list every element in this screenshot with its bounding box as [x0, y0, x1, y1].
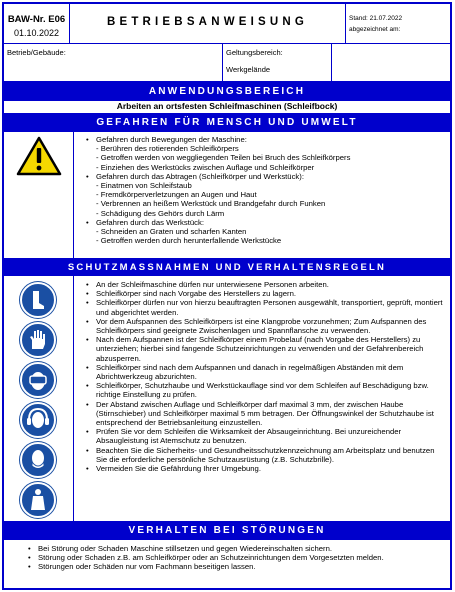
doc-date: 01.10.2022: [13, 28, 60, 38]
betrieb-label: Betrieb/Gebäude:: [7, 48, 66, 57]
gefahren-section: [4, 132, 450, 259]
anwendung-subject: Arbeiten an ortsfesten Schleifmaschinen (Schleifbock): [4, 101, 450, 114]
list-item: • Gefahren durch Bewegungen der Maschine: - Berühren des rotierenden Schleifkörpers - Getroffen werden von weggliegenden Teilen bei Bruch des Schleifkörpers - Einziehen des Werkstücks zwischen Auflage und Schleifkörper: [84, 135, 446, 172]
page-title: BETRIEBSANWEISUNG: [106, 16, 309, 28]
list-item: • Störung oder Schaden z.B. am Schleifkörper oder an Schutzeinrichtungen dem Vorgesetzten melden.: [26, 553, 446, 562]
list-item: • Störungen oder Schäden nur vom Fachmann beseitigen lassen.: [26, 562, 446, 571]
signed-label: abgezeichnet am:: [349, 26, 401, 33]
safety-gloves-icon: [20, 322, 56, 358]
schutz-icon-column: [4, 276, 74, 521]
schutz-list: [84, 280, 446, 473]
geltung-value: Werkgelände: [226, 65, 271, 74]
anwendung-heading: ANWENDUNGSBEREICH: [4, 82, 450, 101]
list-item: • Schleifkörper, Schutzhaube und Werkstückauflage sind vor dem Schleifen auf Beschädigung bzw. richtige Einstellung zu prüfen.: [84, 381, 446, 399]
list-item: • Schleifkörper sind nach dem Aufspannen und danach in regelmäßigen Abständen mit dem Abrichtwerkzeug abzurichten.: [84, 363, 446, 381]
safety-boots-icon: [20, 282, 56, 318]
list-item: • Bei Störung oder Schaden Maschine stillsetzen und gegen Wiedereinschalten sichern.: [26, 544, 446, 553]
header: [4, 4, 450, 44]
schutz-section: [4, 276, 450, 522]
stoerungen-heading: VERHALTEN BEI STÖRUNGEN: [4, 522, 450, 540]
info-row: [4, 44, 450, 82]
gefahren-list: [84, 135, 446, 245]
list-item: • Beachten Sie die Sicherheits- und Gesundheitsschutzkennzeichnung am Arbeitsplatz und benutzen Sie die erforderliche persönliche Schutzausrüstung (z.B. Schutzbrille).: [84, 446, 446, 464]
list-item: • Schleifkörper dürfen nur von hierzu beauftragten Personen ausgewählt, transportiert, geprüft, montiert und abgerichtet werden.: [84, 298, 446, 316]
apron-icon: [20, 482, 56, 518]
schutz-heading: SCHUTZMASSNAHMEN UND VERHALTENSREGELN: [4, 259, 450, 276]
list-item: • Schleifkörper sind nach Vorgabe des Herstellers zu lagern.: [84, 289, 446, 298]
doc-id: BAW-Nr. E06: [7, 14, 66, 25]
warning-triangle-icon: [16, 136, 62, 176]
geltung-label: Geltungsbereich:: [226, 48, 283, 57]
list-item: • Gefahren durch das Werkstück: - Schneiden an Graten und scharfen Kanten - Getroffen werden durch herunterfallende Werkstücke: [84, 218, 446, 246]
status-cell: [346, 4, 450, 44]
list-item: • An der Schleifmaschine dürfen nur unterwiesene Personen arbeiten.: [84, 280, 446, 289]
list-item: • Gefahren durch das Abtragen (Schleifkörper und Werkstück): - Einatmen von Schleifstaub - Fremdkörperverletzungen an Augen und Haut - Verbrennen an heißem Werkstück und Brandgefahr durch Funken - Schädigung des Gehörs durch Lärm: [84, 172, 446, 218]
respirator-mask-icon: [20, 442, 56, 478]
face-shield-icon: [20, 362, 56, 398]
list-item: • Der Abstand zwischen Auflage und Schleifkörper darf maximal 3 mm, der zwischen Haube (Stirnschieber) und Schleifkörper maximal 5 mm betragen. Der Öffnungswinkel der Schutzhaube ist entsprechend der Betriebsanleitung einzustellen.: [84, 400, 446, 428]
gefahren-heading: GEFAHREN FÜR MENSCH UND UMWELT: [4, 114, 450, 132]
gefahren-icon-column: [4, 132, 74, 258]
document-frame: [2, 2, 452, 590]
stoerungen-list: [26, 544, 446, 572]
list-item: • Prüfen Sie vor dem Schleifen die Wirksamkeit der Absaugeinrichtung. Bei unzureichender Absaugleistung ist Atemschutz zu benutzen.: [84, 427, 446, 445]
list-item: • Vor dem Aufspannen des Schleifkörpers ist eine Klangprobe vorzunehmen; Zum Aufspannen des Schleifkörpers sind geeignete Zwischenlagen und Spannflansche zu verwenden.: [84, 317, 446, 335]
stand-date: Stand: 21.07.2022: [349, 15, 403, 22]
list-item: • Vermeiden Sie die Gefährdung Ihrer Umgebung.: [84, 464, 446, 473]
ear-protection-icon: [20, 402, 56, 438]
list-item: • Nach dem Aufspannen ist der Schleifkörper einem Probelauf (nach Vorgabe des Herstellers) zu unterziehen; hierbei sind fangende Schutzeinrichtungen zu verwenden und der Gefahrenbereich abzusperren.: [84, 335, 446, 363]
geltung-cell: [222, 44, 332, 81]
title-cell: [70, 4, 346, 44]
doc-id-cell: [4, 4, 70, 44]
